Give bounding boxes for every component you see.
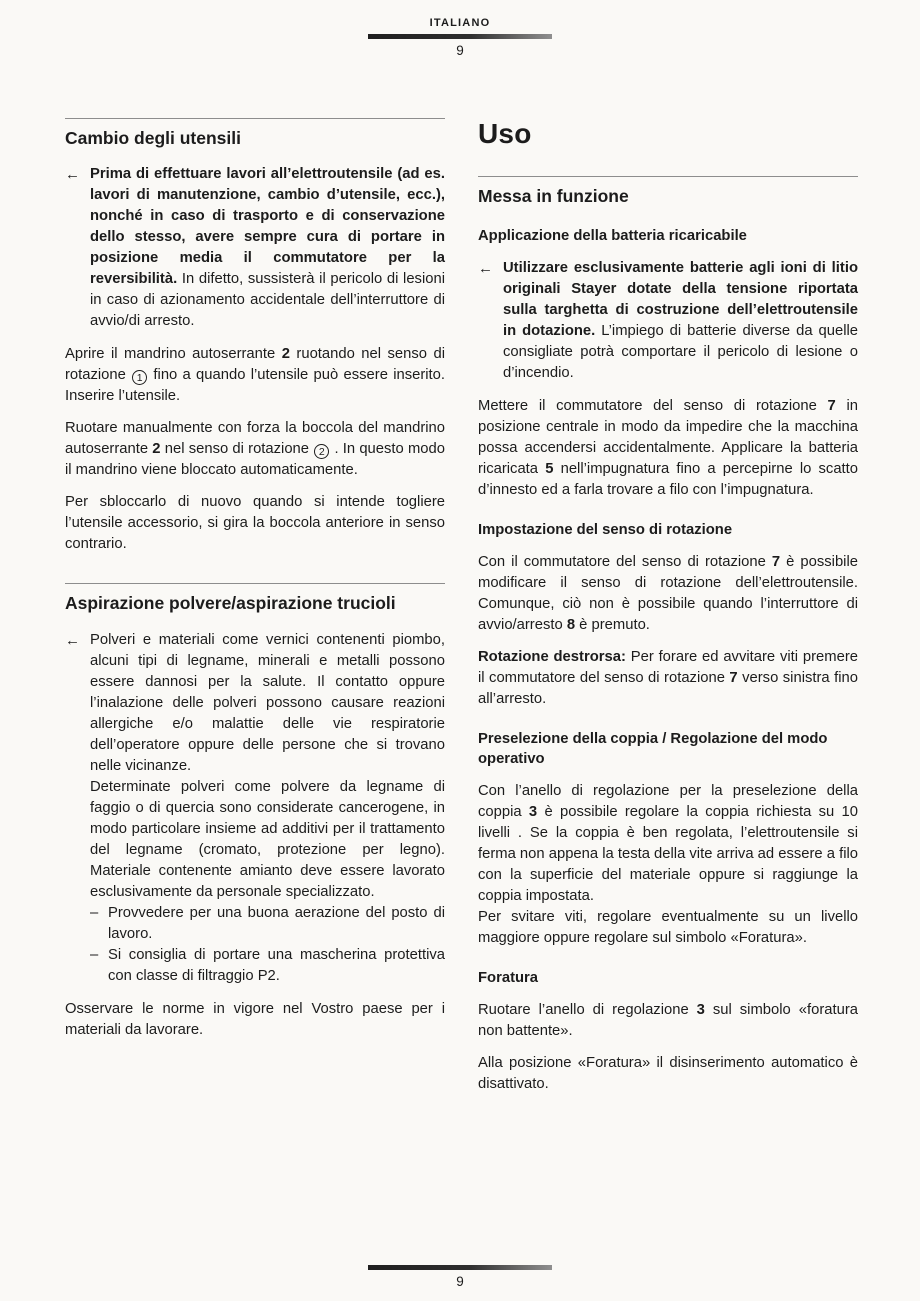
text-run: Per forare ed avvitare viti premere il commutatore del senso di rotazione: [478, 649, 858, 687]
footer-rule-bar: [368, 1265, 552, 1270]
subsection-title-rotation: Impostazione del senso di rotazione: [478, 522, 733, 539]
warning-text: [90, 164, 445, 332]
bold-text-run: 7: [729, 670, 738, 687]
warning-block: [65, 630, 445, 987]
bold-text-run: 5: [545, 461, 554, 478]
text-run: fino a quando l’utensile può essere inserito. Inserire l’utensile.: [65, 367, 446, 405]
header-rule-bar: [368, 34, 552, 39]
section-dust-extraction: [65, 583, 445, 1040]
bold-text-run: 3: [528, 804, 538, 821]
text-run: Ruotare l’anello di regolazione: [478, 1002, 697, 1019]
paragraph: [478, 1000, 858, 1042]
page-header: [0, 0, 920, 58]
section-startup: [478, 176, 858, 1095]
page-footer: [0, 1260, 920, 1289]
paragraph: [478, 907, 858, 949]
text-run: Con il commutatore del senso di rotazione: [478, 554, 772, 571]
circled-number: 2: [314, 444, 329, 459]
section-tool-change: [65, 118, 445, 555]
warning-text: [503, 258, 858, 384]
dash-bullet: –: [90, 904, 99, 921]
warning-text: [90, 630, 445, 987]
paragraph: [478, 647, 858, 710]
bold-text-run: 3: [696, 1002, 705, 1019]
text-run: Aprire il mandrino autoserrante: [65, 346, 282, 363]
page-number-bottom: 9: [456, 1274, 464, 1289]
list-item: [90, 903, 445, 945]
left-arrow-icon: ←: [65, 166, 80, 184]
circled-number: 1: [132, 370, 147, 385]
bold-text-run: Utilizzare esclusivamente batterie agli ioni di litio originali Stayer dotate della tensione riportata sulla targhetta di costruzione dell’elettroutensile in dotazione.: [503, 260, 858, 340]
bold-text-run: 8: [566, 617, 576, 634]
subsection-title-battery: Applicazione della batteria ricaricabile: [478, 228, 747, 245]
section-title: Aspirazione polvere/aspirazione trucioli: [65, 583, 445, 614]
paragraph: [90, 164, 445, 332]
paragraph: [65, 492, 445, 555]
text-run: Osservare le norme in vigore nel Vostro paese per i materiali da lavorare.: [65, 1000, 445, 1038]
paragraph: [65, 344, 445, 407]
text-run: Con l’anello di regolazione per la preselezione della coppia: [478, 783, 858, 821]
warning-block: [478, 258, 858, 384]
bold-text-run: Prima di effettuare lavori all’elettroutensile (ad es. lavori di manutenzione, cambio d’utensile, ecc.), nonché in caso di trasporto e di conservazione dello stesso, avere sempre cura di portare in posizione media il commutatore per la reversibilità.: [90, 166, 445, 288]
section-title: Messa in funzione: [478, 176, 858, 207]
two-column-layout: [0, 118, 920, 1106]
paragraph: [90, 630, 445, 777]
paragraph: [478, 396, 858, 501]
list-item-text: Provvedere per una buona aerazione del posto di lavoro.: [108, 904, 445, 942]
text-run: Per svitare viti, regolare eventualmente su un livello maggiore oppure regolare sul simbolo «Foratura».: [478, 909, 858, 947]
text-run: è possibile regolare la coppia richiesta su 10 livelli . Se la coppia è ben regolata, l’elettroutensile si ferma non appena la testa della vite arriva ad essere a filo con la superficie del materiale oppure si raggiunge la coppia impostata.: [478, 804, 859, 905]
text-run: In difetto, sussisterà il pericolo di lesioni in caso di azionamento accidentale dell’interruttore di avvio/di arresto.: [90, 271, 445, 330]
text-run: Per sbloccarlo di nuovo quando si intende togliere l’utensile accessorio, si gira la boccola anteriore in senso contrario.: [65, 494, 445, 553]
paragraph: [478, 781, 858, 907]
bold-text-run: 7: [771, 554, 781, 571]
text-run: Alla posizione «Foratura» il disinserimento automatico è disattivato.: [478, 1055, 858, 1093]
left-column: [65, 118, 445, 1052]
paragraph: [503, 258, 858, 384]
language-label: ITALIANO: [429, 17, 491, 29]
text-run: Ruotare manualmente con forza la boccola del mandrino autoserrante: [65, 420, 445, 458]
subsection-title-torque: Preselezione della coppia / Regolazione del modo operativo: [478, 731, 828, 768]
paragraph: [478, 1053, 858, 1095]
text-run: ruotando nel senso di rotazione: [65, 346, 445, 384]
right-column: [478, 118, 858, 1106]
dash-bullet: –: [90, 946, 99, 963]
chapter-title: Uso: [478, 118, 532, 149]
text-run: Polveri e materiali come vernici contenenti piombo, alcuni tipi di legname, minerali e metalli possono essere dannosi per la salute. Il contatto oppure l’inalazione delle polveri possono causare reazioni allergiche e/o malattie delle vie respiratorie dell’operatore oppure delle persone che si trovano nelle vicinanze.: [90, 631, 445, 774]
text-run: in posizione centrale in modo da impedire che la macchina possa accendersi accidentalmente. Applicare la batteria ricaricata: [478, 398, 858, 478]
bold-text-run: 7: [827, 398, 836, 415]
text-run: è possibile modificare il senso di rotazione dell’elettroutensile. Comunque, ciò non è possibile quando l’interruttore di avvio/arresto: [478, 554, 858, 634]
text-run: nel senso di rotazione: [160, 441, 314, 458]
page-number-top: 9: [456, 43, 464, 58]
text-run: Determinate polveri come polvere da legname di faggio o di quercia sono considerate cancerogene, in modo particolare insieme ad additivi per il trattamento del legname (cromato, protezione per legno). Materiale contenente amianto deve essere lavorato esclusivamente da personale specializzato.: [90, 778, 445, 900]
text-run: nell’impugnatura fino a percepirne lo scatto d’innesto ed a farla trovare a filo con l’impugnatura.: [478, 461, 859, 499]
left-arrow-icon: ←: [478, 260, 493, 278]
subsection-title-drilling: Foratura: [478, 970, 539, 987]
text-run: L’impiego di batterie diverse da quelle consigliate potrà comportare il pericolo di lesione o d’incendio.: [503, 323, 858, 382]
paragraph: [90, 777, 445, 903]
section-title: Cambio degli utensili: [65, 118, 445, 149]
bold-text-run: Rotazione destrorsa:: [478, 649, 626, 666]
text-run: verso sinistra fino all’arresto.: [478, 670, 858, 708]
bold-text-run: 2: [281, 346, 290, 363]
text-run: è premuto.: [575, 617, 650, 634]
paragraph: [65, 418, 445, 481]
left-arrow-icon: ←: [65, 631, 80, 649]
paragraph: [478, 552, 858, 636]
warning-block: [65, 164, 445, 332]
text-run: sul simbolo «foratura non battente».: [478, 1002, 858, 1040]
bold-text-run: 2: [152, 441, 161, 458]
text-run: . In questo modo il mandrino viene bloccato automaticamente.: [65, 441, 445, 479]
list-item-text: Si consiglia di portare una mascherina protettiva con classe di filtraggio P2.: [108, 946, 445, 984]
text-run: Mettere il commutatore del senso di rotazione: [478, 398, 828, 415]
paragraph: [65, 999, 445, 1041]
list-item: [90, 945, 445, 987]
